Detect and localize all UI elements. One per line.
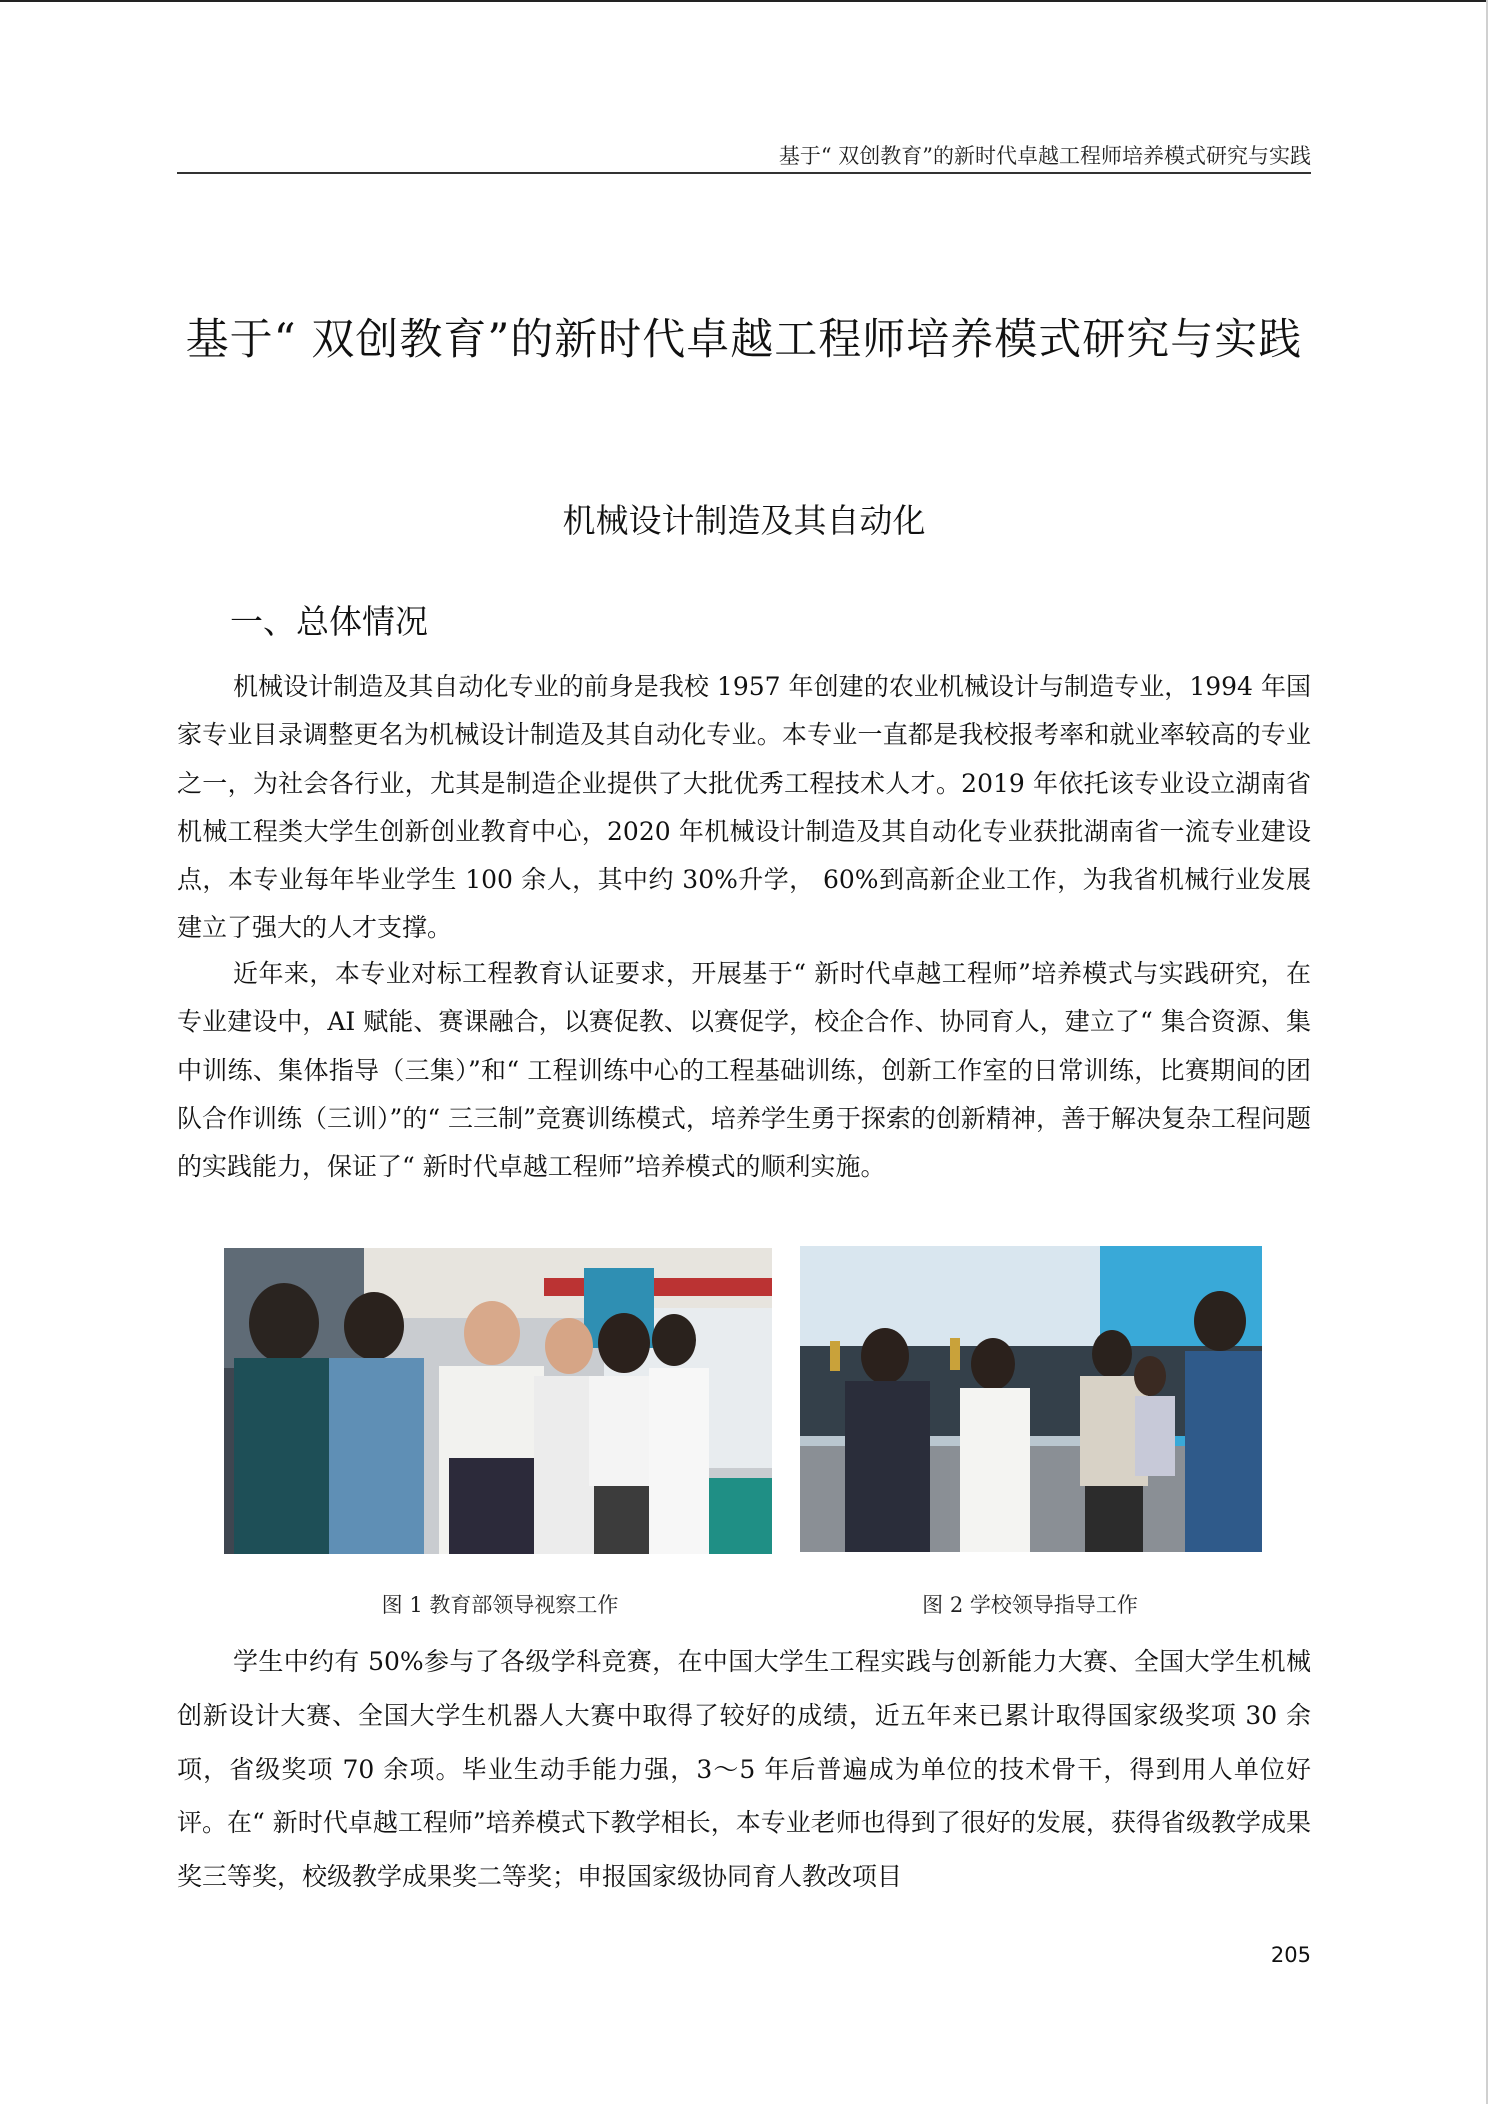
running-header: 基于“ 双创教育”的新时代卓越工程师培养模式研究与实践 bbox=[778, 144, 1311, 168]
figure-2-caption: 图 2 学校领导指导工作 bbox=[922, 1593, 1138, 1617]
document-subtitle: 机械设计制造及其自动化 bbox=[562, 501, 926, 540]
figure-2-photo bbox=[800, 1246, 1262, 1552]
paragraph-1: 机械设计制造及其自动化专业的前身是我校 1957 年创建的农业机械设计与制造专业，1994 年国家专业目录调整更名为机械设计制造及其自动化专业。本专业一直都是我校报考率和就业率较高的专业之一，为社会各行业，尤其是制造企业提供了大批优秀工程技术人才。2019 年依托该专业设立湖南省机械工程类大学生创新创业教育中心，2020 年机械设计制造及其自动化专业获批湖南省一流专业建设点，本专业每年毕业学生 100 余人，其中约 30%升学， 60%到高新企业工作，为我省机械行业发展建立了强大的人才支撑。 bbox=[177, 672, 1311, 943]
header-rule bbox=[177, 172, 1311, 174]
section-heading: 一、总体情况 bbox=[230, 602, 428, 641]
figure-1-photo bbox=[224, 1248, 772, 1554]
document-title: 基于“ 双创教育”的新时代卓越工程师培养模式研究与实践 bbox=[185, 315, 1303, 365]
paragraph-2: 近年来，本专业对标工程教育认证要求，开展基于“ 新时代卓越工程师”培养模式与实践研究，在专业建设中，AI 赋能、赛课融合，以赛促教、以赛促学，校企合作、协同育人，建立了“ 集合资源、集中训练、集体指导（三集）”和“ 工程训练中心的工程基础训练，创新工作室的日常训练，比赛期间的团队合作训练（三训）”的“ 三三制”竞赛训练模式，培养学生勇于探索的创新精神，善于解决复杂工程问题的实践能力，保证了“ 新时代卓越工程师”培养模式的顺利实施。 bbox=[177, 959, 1311, 1182]
page-number: 205 bbox=[1270, 1943, 1311, 1967]
paragraph-3: 学生中约有 50%参与了各级学科竞赛，在中国大学生工程实践与创新能力大赛、全国大学生机械创新设计大赛、全国大学生机器人大赛中取得了较好的成绩，近五年来已累计取得国家级奖项 30 余项，省级奖项 70 余项。毕业生动手能力强，3～5 年后普遍成为单位的技术骨干，得到用人单位好评。在“ 新时代卓越工程师”培养模式下教学相长，本专业老师也得到了很好的发展，获得省级教学成果奖三等奖，校级教学成果奖二等奖；申报国家级协同育人教改项目 bbox=[177, 1647, 1311, 1892]
page-top-border bbox=[0, 0, 1488, 2]
figure-1-caption: 图 1 教育部领导视察工作 bbox=[381, 1593, 619, 1617]
